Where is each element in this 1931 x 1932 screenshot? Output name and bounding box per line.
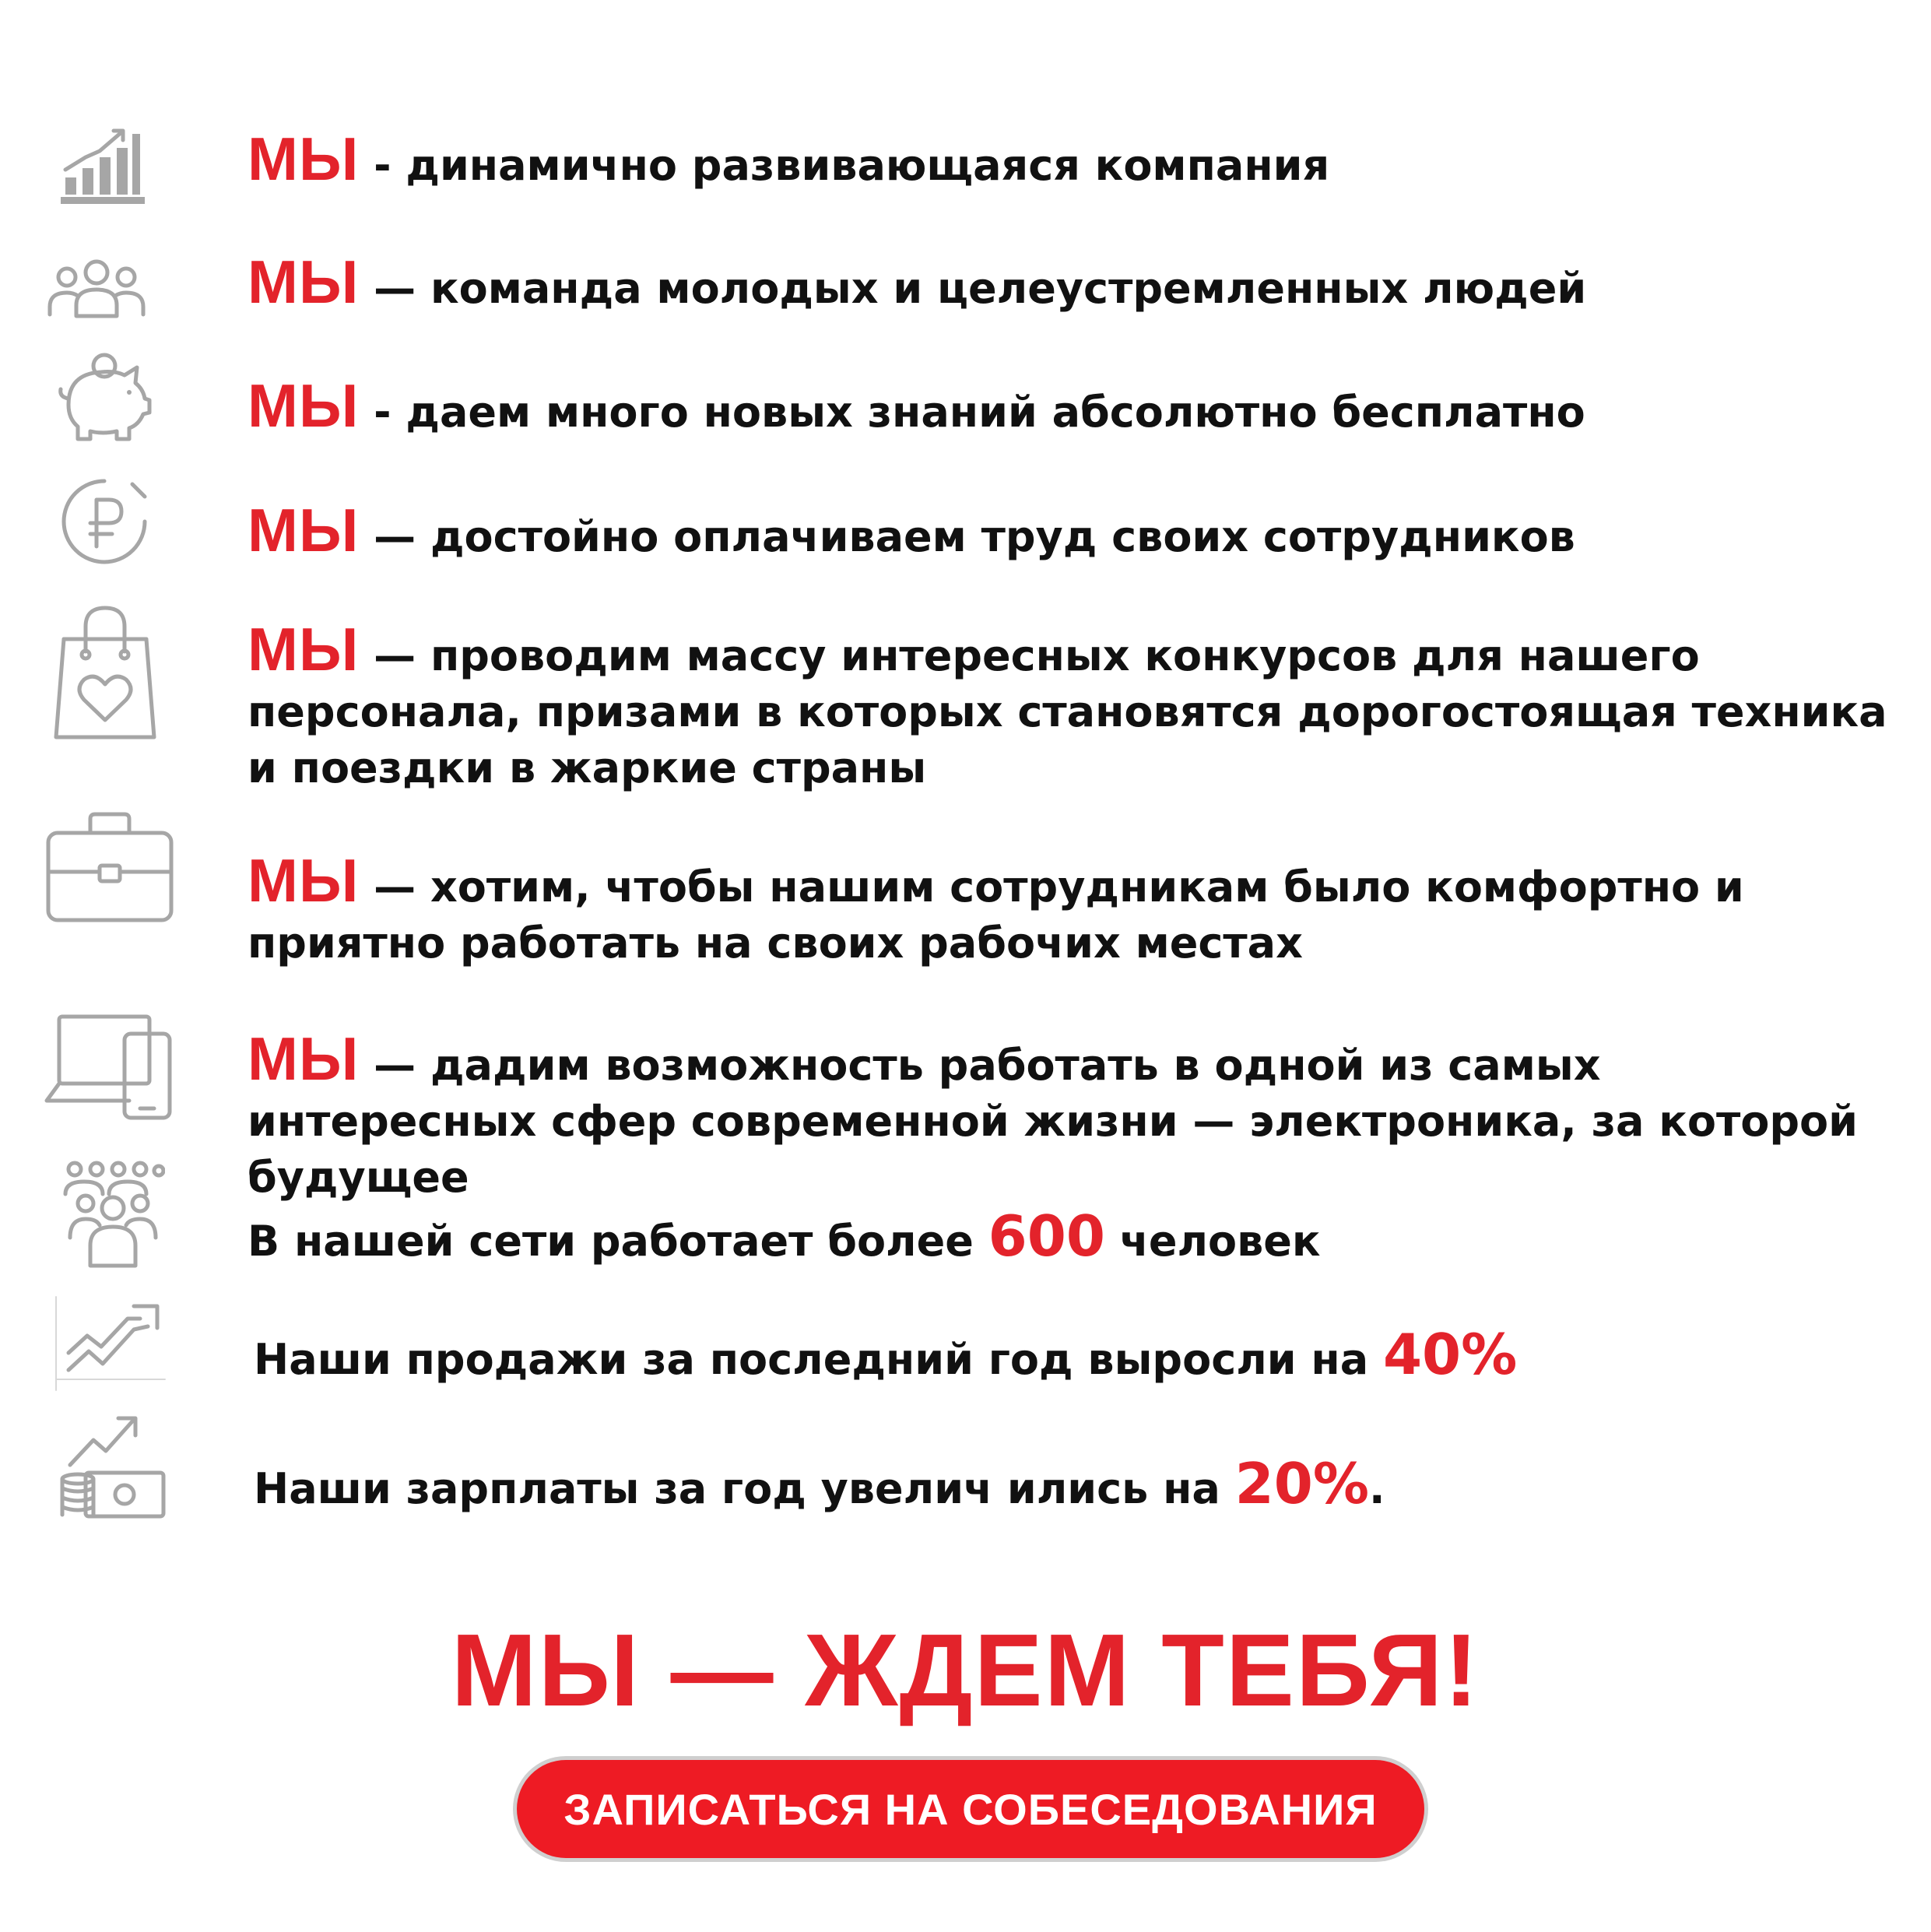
we-label: МЫ [248, 615, 360, 683]
growth-arrow-icon [53, 1292, 168, 1393]
ruble-coin-icon [58, 475, 151, 568]
crowd-icon [61, 1160, 165, 1269]
stat-text: Наши продажи за последний год выросли на [254, 1335, 1383, 1384]
cta-title: МЫ — ЖДЕМ ТЕБЯ! [451, 1613, 1480, 1727]
signup-interview-button[interactable]: ЗАПИСАТЬСЯ НА СОБЕСЕДОВАНИЯ [517, 1760, 1424, 1858]
feature-1 [248, 125, 1898, 194]
stat-value: 40% [1382, 1322, 1518, 1387]
stat-text: . [1369, 1464, 1385, 1513]
we-label: МЫ [248, 496, 360, 564]
gift-bag-heart-icon [50, 603, 160, 743]
feature-text: — команда молодых и целеустремленных людей [359, 264, 1587, 313]
we-label: МЫ [248, 125, 360, 193]
piggy-bank-icon [53, 350, 153, 442]
feature-text: — дадим возможность работать в одной из самых интересных сфер современной жизни — электроника, за которой будущее [248, 1041, 1858, 1202]
we-label: МЫ [248, 1024, 360, 1093]
feature-6 [248, 846, 1898, 971]
feature-3 [248, 371, 1898, 441]
briefcase-icon [44, 810, 176, 926]
feature-2 [248, 248, 1898, 317]
feature-text: — хотим, чтобы нашим сотрудникам было комфортно и приятно работать на своих рабочих местах [248, 862, 1744, 968]
we-label: МЫ [248, 248, 360, 316]
team-icon [45, 257, 148, 319]
stat-salaries [254, 1451, 1904, 1517]
we-label: МЫ [248, 846, 360, 915]
feature-7 [248, 1024, 1898, 1206]
stat-value: 20% [1234, 1451, 1369, 1516]
feature-5 [248, 615, 1898, 796]
feature-text: — достойно оплачиваем труд своих сотрудников [359, 512, 1575, 561]
money-growth-icon [59, 1409, 168, 1519]
stat-value: 600 [988, 1203, 1105, 1269]
stat-text: В нашей сети работает более [248, 1217, 988, 1266]
bar-chart-growth-icon [54, 117, 148, 206]
feature-4 [248, 496, 1898, 565]
laptop-phone-icon [44, 1012, 174, 1121]
we-label: МЫ [248, 371, 360, 440]
feature-text: - динамично развивающаяся компания [359, 141, 1330, 190]
stat-text: человек [1104, 1217, 1321, 1266]
feature-text: — проводим массу интересных конкурсов для нашего персонала, призами в которых становятся дорогостоящая техника и поездки в жаркие страны [248, 631, 1887, 792]
feature-text: - даем много новых знаний абсолютно бесплатно [359, 388, 1585, 437]
stat-text: Наши зарплаты за год увелич ились на [254, 1464, 1235, 1513]
stat-employees [248, 1203, 1898, 1270]
stat-sales [254, 1322, 1904, 1388]
